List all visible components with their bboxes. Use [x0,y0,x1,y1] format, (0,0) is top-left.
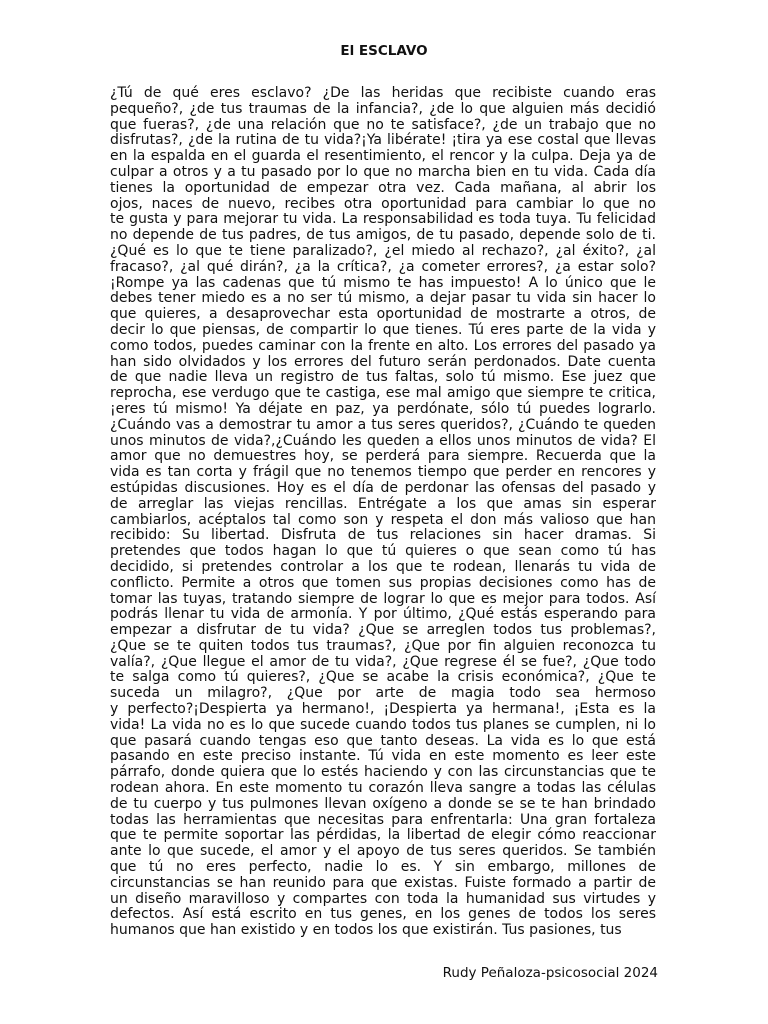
body-line: de que nadie lleva un registro de tus faltas, solo tú mismo. Ese juez que [110,369,656,386]
body-line: todas las herramientas que necesitas para enfrentarla: Una gran fortaleza [110,811,656,828]
body-line: ¡Rompe ya las cadenas que tú mismo te has impuesto! A lo único que le [110,274,656,291]
body-line: valía?, ¿Que llegue el amor de tu vida?, ¿Que regrese él se fue?, ¿Que todo [110,653,656,670]
body-line: culpar a otros y a tu pasado por lo que no marcha bien en tu vida. Cada día [110,163,656,180]
body-line: recibido: Su libertad. Disfruta de tus relaciones sin hacer dramas. Si [110,527,656,544]
body-line: de tu cuerpo y tus pulmones llevan oxígeno a donde se se te han brindado [110,795,656,812]
body-line: vida es tan corta y frágil que no tenemos tiempo que perder en rencores y [110,464,656,481]
body-line: pequeño?, ¿de tus traumas de la infancia?, ¿de lo que alguien más decidió [110,100,656,117]
body-line: han sido olvidados y los errores del futuro serán perdonados. Date cuenta [110,353,656,370]
body-line: te gusta y para mejorar tu vida. La responsabilidad es toda tuya. Tu felicidad [110,211,656,228]
body-line: ojos, naces de nuevo, recibes otra oportunidad para cambiar lo que no [110,195,656,212]
body-line: de arreglar las viejas rencillas. Entrégate a los que amas sin esperar [110,495,656,512]
body-line: párrafo, donde quiera que lo estés haciendo y con las circunstancias que te [110,764,656,781]
body-line: te salga como tú quieres?, ¿Que se acabe la crisis económica?, ¿Que te [110,669,656,686]
body-line: no depende de tus padres, de tus amigos, de tu pasado, depende solo de ti. [110,227,656,244]
body-line: como todos, puedes caminar con la frente en alto. Los errores del pasado ya [110,337,656,354]
body-line: circunstancias se han reunido para que existas. Fuiste formado a partir de [110,874,656,891]
body-line: podrás llenar tu vida de armonía. Y por último, ¿Qué estás esperando para [110,606,656,623]
body-line: defectos. Así está escrito en tus genes, en los genes de todos los seres [110,906,656,923]
body-line: un diseño maravilloso y compartes con toda la humanidad sus virtudes y [110,890,656,907]
body-line: disfrutas?, ¿de la rutina de tu vida?¡Ya libérate! ¡tira ya ese costal que llevas [110,132,656,149]
body-line: que tú no eres perfecto, nadie lo es. Y sin embargo, millones de [110,859,656,876]
body-line: pretendes que todos hagan lo que tú quieres o que sean como tú has [110,543,656,560]
body-line: que pasará cuando tengas eso que tanto deseas. La vida es lo que está [110,732,656,749]
body-line: que te permite soportar las pérdidas, la libertad de elegir cómo reaccionar [110,827,656,844]
body-line: vida! La vida no es lo que sucede cuando todos tus planes se cumplen, ni lo [110,716,656,733]
body-line: humanos que han existido y en todos los que existirán. Tus pasiones, tus [110,922,622,939]
body-line: ¿Tú de qué eres esclavo? ¿De las heridas que recibiste cuando eras [110,85,656,101]
body-line: unos minutos de vida?,¿Cuándo les queden a ellos unos minutos de vida? El [110,432,656,449]
body-line: ¡eres tú mismo! Ya déjate en paz, ya perdónate, sólo tú puedes lograrlo. [110,400,656,417]
body-line: ¿Que se te quiten todos tus traumas?, ¿Que por fin alguien reconozca tu [110,637,656,654]
body-line: decidido, si pretendes controlar a los que te rodean, llenarás tu vida de [110,558,656,575]
body-line: tomar las tuyas, tratando siempre de lograr lo que es mejor para todos. Así [110,590,656,607]
document-title: El ESCLAVO [340,43,428,59]
body-line: amor que no demuestres hoy, se perderá para siempre. Recuerda que la [110,448,656,465]
body-line: reprocha, ese verdugo que te castiga, ese mal amigo que siempre te critica, [110,385,656,402]
body-line: estúpidas discusiones. Hoy es el día de perdonar las ofensas del pasado y [110,479,656,496]
body-line: decir lo que piensas, de compartir lo que tienes. Tú eres parte de la vida y [110,321,656,338]
body-line: suceda un milagro?, ¿Que por arte de magia todo sea hermoso [110,685,656,702]
document-body [110,86,656,939]
body-line: ¿Cuándo vas a demostrar tu amor a tus seres queridos?, ¿Cuándo te queden [110,416,656,433]
body-line: conflicto. Permite a otros que tomen sus propias decisiones como has de [110,574,656,591]
body-line: empezar a disfrutar de tu vida? ¿Que se arreglen todos tus problemas?, [110,622,656,639]
body-line: en la espalda en el guarda el resentimiento, el rencor y la culpa. Deja ya de [110,148,656,165]
body-line: y perfecto?¡Despierta ya hermano!, ¡Despierta ya hermana!, ¡Esta es la [110,701,656,718]
body-line: tienes la oportunidad de empezar otra vez. Cada mañana, al abrir los [110,179,656,196]
body-line: ante lo que sucede, el amor y el apoyo de tus seres queridos. Se también [110,843,656,860]
body-line: cambiarlos, acéptalos tal como son y respeta el don más valioso que han [110,511,656,528]
body-line: que quieres, a desaprovechar esta oportunidad de mostrarte a otros, de [110,306,656,323]
body-line: fracaso?, ¿al qué dirán?, ¿a la crítica?, ¿a cometer errores?, ¿a estar solo? [110,258,656,275]
body-line: que fueras?, ¿de una relación que no te satisface?, ¿de un trabajo que no [110,116,656,133]
document-footer: Rudy Peñaloza-psicosocial 2024 [442,965,658,981]
body-line: pasando en este preciso instante. Tú vida en este momento es leer este [110,748,656,765]
body-line: rodean ahora. En este momento tu corazón lleva sangre a todas las células [110,780,656,797]
body-line: debes tener miedo es a no ser tú mismo, a dejar pasar tu vida sin hacer lo [110,290,656,307]
body-line: ¿Qué es lo que te tiene paralizado?, ¿el miedo al rechazo?, ¿al éxito?, ¿al [110,242,656,259]
